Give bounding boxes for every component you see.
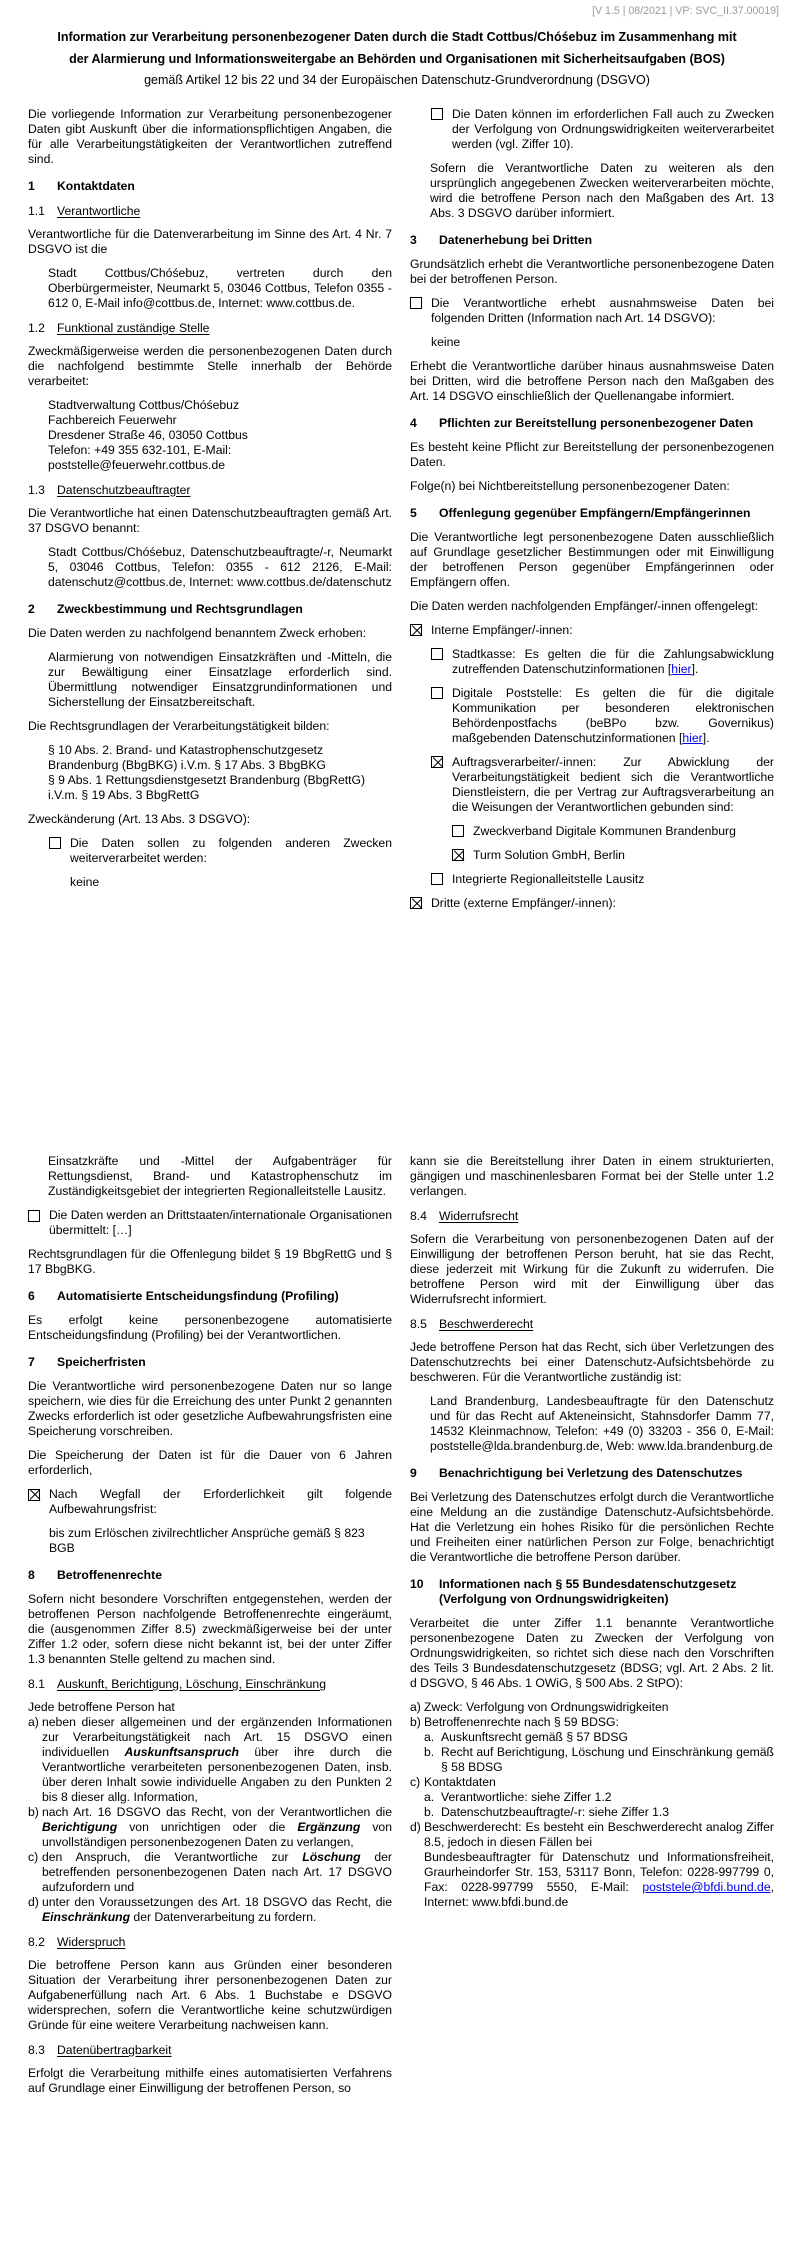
page-2-left-column (28, 1154, 392, 2105)
title-line-1: Information zur Verarbeitung personenbezogener Daten durch die Stadt Cottbus/Chóśebuz im Zusammenhang mit (57, 30, 737, 44)
list-item-marker: b. (424, 1805, 435, 1819)
checkbox-item (410, 686, 774, 746)
address-block (48, 743, 392, 803)
heading-number: 8.5 (410, 1317, 427, 1331)
checkbox-unchecked-icon (49, 837, 61, 849)
paragraph: Es erfolgt keine personenbezogene automatisierte Entscheidungsfindung (Profiling) bei der Verantwortlichen. (28, 1313, 392, 1342)
section-heading (410, 1577, 774, 1607)
text-run: Auftragsverarbeiter/-innen: Zur Abwicklung der Verarbeitungstätigkeit bedient sich die Verantwortliche Dienstleistern, die per Vertrag zur Auftragsverarbeitung an die Weisungen der Verantwortlichen gebunden sind: (452, 754, 774, 814)
text-run: Verantwortliche: siehe Ziffer 1.2 (441, 1790, 612, 1804)
heading-number: 8.4 (410, 1209, 427, 1223)
paragraph: Folge(n) bei Nichtbereitstellung personenbezogener Daten: (410, 478, 730, 493)
checkbox-item (410, 872, 774, 887)
inline-link[interactable]: hier (671, 661, 692, 676)
checkbox-checked-icon (410, 624, 422, 636)
heading-number: 3 (410, 232, 417, 247)
paragraph: Bei Verletzung des Datenschutzes erfolgt durch die Verantwortliche eine Meldung an die zuständige Datenschutz-Aufsichtsbehörde. Hat die Verletzung ein hohes Risiko für die persönlichen Rechte und Freiheiten einer natürlichen Person zur Folge, benachrichtigt die Verantwortliche die betroffene Person darüber. (410, 1490, 774, 1564)
heading-text: Automatisierte Entscheidungsfindung (Profiling) (57, 1289, 339, 1303)
paragraph: Sofern die Verarbeitung von personenbezogenen Daten auf der Einwilligung der betroffenen Person beruht, hat sie das Recht, diese jederzeit mit Wirkung für die Zukunft zu widerrufen. Die betroffene Person wird mit der Einwilligung über das Widerrufsrecht informiert. (410, 1232, 774, 1306)
paragraph: Grundsätzlich erhebt die Verantwortliche personenbezogene Daten bei der betroffenen Person. (410, 256, 774, 286)
text-run: Auskunftsrecht gemäß § 57 BDSG (441, 1730, 628, 1744)
checkbox-item (410, 647, 774, 677)
checkbox-sub-value: bis zum Erlöschen zivilrechtlicher Ansprüche gemäß § 823 BGB (49, 1526, 365, 1555)
subsection-heading (28, 2043, 392, 2058)
heading-text: Betroffenenrechte (57, 1568, 162, 1582)
checkbox-item (410, 296, 774, 326)
heading-number: 1.1 (28, 203, 45, 218)
subsection-heading (28, 1677, 392, 1692)
text-run: nach Art. 16 DSGVO das Recht, von der Verantwortlichen die (42, 1805, 392, 1819)
heading-number: 5 (410, 505, 417, 520)
text-run: Die Daten werden an Drittstaaten/internationale Organisationen übermittelt: […] (49, 1208, 392, 1237)
page-2 (0, 1125, 794, 2251)
document-title (38, 27, 756, 92)
text-run: unter den Voraussetzungen des Art. 18 DSGVO das Recht, die (42, 1895, 392, 1909)
text-run: ]. (691, 661, 699, 676)
list-item (28, 1895, 392, 1925)
checkbox-item (410, 896, 774, 911)
checkbox-checked-icon (431, 756, 443, 768)
inline-link[interactable]: hier (682, 730, 703, 745)
heading-number: 9 (410, 1466, 417, 1480)
checkbox-checked-icon (452, 849, 464, 861)
heading-text: Pflichten zur Bereitstellung personenbezogener Daten (439, 415, 754, 430)
paragraph: Zweckänderung (Art. 13 Abs. 3 DSGVO): (28, 811, 251, 826)
section-heading (410, 233, 774, 248)
text-run: neben dieser allgemeinen und der ergänzenden Informationen zur Verarbeitungstätigkeit nach Art. 15 DSGVO einen individuellen (42, 1715, 392, 1759)
subsection-heading (28, 483, 392, 498)
heading-text: Benachrichtigung bei Verletzung des Datenschutzes (439, 1466, 743, 1480)
checkbox-item (28, 1208, 392, 1238)
text-run: Zweck: Verfolgung von Ordnungswidrigkeiten (424, 1700, 669, 1714)
paragraph: Die Daten werden zu nachfolgend benanntem Zweck erhoben: (28, 625, 367, 640)
paragraph: Jede betroffene Person hat (28, 1700, 175, 1714)
list-item (424, 1805, 774, 1820)
heading-text: Speicherfristen (57, 1355, 146, 1369)
checkbox-item (410, 824, 774, 839)
heading-number: 1.2 (28, 320, 45, 335)
text-run: Bundesbeauftragter für Datenschutz und Informationsfreiheit, Graurheindorfer Str. 153, 53117 Bonn, Telefon: 0228-997799 0, Fax: 0228-997799 5550, E-Mail: (424, 1850, 774, 1894)
checkbox-sub-value: keine (431, 334, 461, 349)
paragraph: Die Verantwortliche hat einen Datenschutzbeauftragten gemäß Art. 37 DSGVO benannt: (28, 505, 392, 535)
paragraph: Die vorliegende Information zur Verarbeitung personenbezogener Daten gibt Auskunft über die informationspflichtigen Angaben, die für alle Verarbeitungstätigkeiten der Verantwortlichen zutreffend sind. (28, 106, 392, 166)
heading-text: Beschwerderecht (439, 1317, 534, 1331)
text-run: Ergänzung (297, 1820, 361, 1834)
subsection-heading (28, 1935, 392, 1950)
section-heading (410, 506, 774, 521)
text-run: Dritte (externe Empfänger/-innen): (431, 895, 616, 910)
paragraph: Sofern die Verantwortliche Daten zu weiteren als den ursprünglich angegebenen Zwecken weiterverarbeiten möchte, wird die betroffene Person nach den Maßgaben des Art. 13 Abs. 3 DSGVO darüber informiert. (430, 160, 774, 220)
text-run: Einschränkung (42, 1910, 131, 1924)
text-run: von unvollständigen personenbezogenen Daten zu verlangen, (42, 1820, 392, 1849)
paragraph: Die Verantwortliche legt personenbezogene Daten ausschließlich auf Grundlage gesetzlicher Bestimmungen oder mit Einwilligung der betroffenen Person gegenüber Empfängerinnen oder Empfängern offen. (410, 529, 774, 589)
section-heading (28, 1568, 392, 1583)
list-item-marker: a) (28, 1715, 39, 1729)
paragraph: Sofern nicht besondere Vorschriften entgegenstehen, werden der betroffenen Person nachfolgende Betroffenenrechte eingeräumt, die (ausgenommen Ziffer 8.5) zweckmäßigerweise bei der unter Ziffer 1.2 oder, sofern diese nicht bekannt ist, bei der unter Ziffer 1.3 benannten Stelle geltend zu machen sind. (28, 1592, 392, 1666)
heading-text: Funktional zuständige Stelle (57, 320, 210, 335)
text-run: Auskunftsanspruch (124, 1745, 239, 1759)
paragraph: Die Speicherung der Daten ist für die Dauer von 6 Jahren erforderlich, (28, 1448, 392, 1477)
text-run: der Datenverarbeitung zu fordern. (130, 1910, 317, 1924)
text-run: Datenschutzbeauftragte/-r: siehe Ziffer 1.3 (441, 1805, 670, 1819)
text-run: Betroffenenrechte nach § 59 BDSG: (424, 1715, 619, 1729)
list-item (424, 1730, 774, 1745)
subsection-heading (28, 204, 392, 219)
list-item-marker: d) (410, 1820, 421, 1834)
text-run: Digitale Poststelle: Es gelten die für die digitale Kommunikation per besonderen elektronischen Behördenpostfachs (beBPo bzw. Governikus) maßgebenden Datenschutzinformationen [ (452, 685, 774, 745)
checkbox-unchecked-icon (410, 297, 422, 309)
paragraph: Die Verantwortliche wird personenbezogene Daten nur so lange speichern, wie dies für die Erreichung des unter Punkt 2 genannten Zwecks erforderlich ist oder gesetzliche Aufbewahrungsfristen eine Speicherung vorschreiben. (28, 1379, 392, 1438)
heading-number: 10 (410, 1577, 424, 1591)
section-heading (28, 1289, 392, 1304)
paragraph: Die Rechtsgrundlagen der Verarbeitungstätigkeit bilden: (28, 718, 330, 733)
subsection-heading (410, 1209, 774, 1224)
text-run: Recht auf Berichtigung, Löschung und Einschränkung gemäß § 58 BDSG (441, 1745, 774, 1774)
address-line: § 10 Abs. 2. Brand- und Katastrophenschutzgesetz Brandenburg (BbgBKG) i.V.m. § 17 Abs. 3 BbgBKG (48, 742, 326, 772)
heading-number: 6 (28, 1289, 35, 1303)
list-item-marker: b. (424, 1745, 435, 1759)
paragraph: Verantwortliche für die Datenverarbeitung im Sinne des Art. 4 Nr. 7 DSGVO ist die (28, 226, 392, 256)
section-heading (410, 416, 774, 431)
section-heading (28, 1355, 392, 1370)
text-run: Stadtkasse: Es gelten die für die Zahlungsabwicklung zutreffenden Datenschutzinformationen [ (452, 646, 774, 676)
heading-text: Datenübertragbarkeit (57, 2043, 172, 2057)
list-item (410, 1775, 774, 1790)
checkbox-item (410, 107, 774, 152)
list-item (410, 1700, 774, 1715)
paragraph: Die betroffene Person kann aus Gründen einer besonderen Situation der Verarbeitung ihrer personenbezogenen Daten zur Aufgabenerfüllung nach Art. 6 Abs. 1 Buchstabe e DSGVO widersprechen, sofern die Verantwortliche keine schutzwürdigen Gründe für eine weitere Verarbeitung nachweisen kann. (28, 1958, 392, 2032)
list-item-marker: a. (424, 1730, 435, 1744)
text-run: Beschwerderecht: Es besteht ein Beschwerderecht analog Ziffer 8.5, jedoch in diesen Fällen bei (424, 1820, 774, 1849)
heading-number: 8.1 (28, 1677, 45, 1691)
text-run: Nach Wegfall der Erforderlichkeit gilt folgende Aufbewahrungsfrist: (49, 1487, 392, 1516)
paragraph: Stadt Cottbus/Chóśebuz, vertreten durch den Oberbürgermeister, Neumarkt 5, 03046 Cottbus, Telefon 0355 - 612 0, E-Mail info@cottbus.de, Internet: www.cottbus.de. (48, 265, 392, 310)
checkbox-unchecked-icon (28, 1210, 40, 1222)
text-run: Zweckverband Digitale Kommunen Brandenburg (473, 823, 736, 838)
text-run: Interne Empfänger/-innen: (431, 622, 573, 637)
text-run: Berichtigung (42, 1820, 118, 1834)
heading-number: 7 (28, 1355, 35, 1369)
address-line: § 9 Abs. 1 Rettungsdienstgesetzt Brandenburg (BbgRettG) i.V.m. § 19 Abs. 3 BbgRettG (48, 772, 366, 802)
paragraph: kann sie die Bereitstellung ihrer Daten in einem strukturierten, gängigen und maschinenlesbaren Format bei der Stelle unter 1.2 verlangen. (410, 1154, 774, 1198)
section-heading (410, 1466, 774, 1481)
heading-number: 8 (28, 1568, 35, 1582)
list-item-marker: a. (424, 1790, 435, 1804)
heading-text: Kontaktdaten (57, 178, 135, 193)
text-run: der betreffenden personenbezogenen Daten nach Art. 17 DSGVO aufzufordern und (42, 1850, 392, 1894)
list-item (28, 1850, 392, 1895)
heading-number: 1 (28, 178, 35, 193)
list-item-marker: c) (28, 1850, 39, 1864)
heading-text: Widerrufsrecht (439, 1209, 519, 1223)
checkbox-checked-icon (28, 1489, 40, 1501)
page-1-left-column (28, 107, 392, 920)
list-item (28, 1805, 392, 1850)
text-run: Kontaktdaten (424, 1775, 496, 1789)
heading-text: Datenerhebung bei Dritten (439, 232, 593, 247)
text-run: Die Daten können im erforderlichen Fall auch zu Zwecken der Verfolgung von Ordnungswidrigkeiten weiterverarbeitet werden (vgl. Ziffer 10). (452, 106, 774, 151)
subsection-heading (410, 1317, 774, 1332)
checkbox-item (410, 848, 774, 863)
paragraph: Rechtsgrundlagen für die Offenlegung bildet § 19 BbgRettG und § 17 BbgBKG. (28, 1247, 392, 1276)
page-1 (0, 0, 794, 1125)
heading-number: 1.3 (28, 482, 45, 497)
heading-text: Zweckbestimmung und Rechtsgrundlagen (57, 601, 303, 616)
list-item (410, 1820, 774, 1910)
subsection-heading (28, 321, 392, 336)
paragraph: Zweckmäßigerweise werden die personenbezogenen Daten durch die nachfolgend bestimmte Stelle innerhalb der Behörde verarbeitet: (28, 343, 392, 388)
paragraph: Einsatzkräfte und -Mittel der Aufgabenträger für Rettungsdienst, Brand- und Katastrophenschutz im Zuständigkeitsgebiet der integrierten Regionalleitstelle Lausitz. (48, 1154, 392, 1198)
text-run: Die Daten sollen zu folgenden anderen Zwecken weiterverarbeitet werden: (70, 835, 392, 865)
page-2-right-column (410, 1154, 774, 2105)
page-1-columns (0, 107, 794, 920)
text-run: , Internet: www.bfdi.bund.de (424, 1880, 774, 1909)
heading-text: Auskunft, Berichtigung, Löschung, Einschränkung (57, 1677, 326, 1691)
paragraph: Verarbeitet die unter Ziffer 1.1 benannte Verantwortliche personenbezogene Daten zu Zwecken der Verfolgung von Ordnungswidrigkeiten, so richtet sich diese nach den Vorschriften des Teils 3 Bundesdatenschutzgesetz (BDSG; vgl. Art. 2 Abs. 2 lit. d DSGVO, § 46 Abs. 1 OWiG, § 500 Abs. 2 StPO): (410, 1616, 774, 1690)
list-item (410, 1715, 774, 1730)
heading-text: Widerspruch (57, 1935, 126, 1949)
title-line-2: der Alarmierung und Informationsweitergabe an Behörden und Organisationen mit Sicherheitsaufgaben (BOS) (69, 51, 725, 66)
paragraph: Land Brandenburg, Landesbeauftragte für den Datenschutz und für das Recht auf Akteneinsicht, Stahnsdorfer Damm 77, 14532 Kleinmachnow, Telefon: +49 (0) 33203 - 356 0, E-Mail: poststelle@lda.brandenburg.de, Web: www.lda.brandenburg.de (430, 1394, 774, 1453)
checkbox-checked-icon (410, 897, 422, 909)
text-run: Turm Solution GmbH, Berlin (473, 847, 625, 862)
heading-text: Offenlegung gegenüber Empfängern/Empfängerinnen (439, 505, 751, 520)
text-run: über ihre durch die Verantwortliche verarbeiteten personenbezogenen Daten, insb. über deren Inhalt sowie individuelle Angaben zu den Punkten 2 bis 8 dieser allg. Information, (42, 1745, 392, 1804)
page-2-columns (0, 1154, 794, 2105)
section-heading (28, 602, 392, 617)
paragraph: Erfolgt die Verarbeitung mithilfe eines automatisierten Verfahrens auf Grundlage einer Einwilligung der betroffenen Person, so (28, 2066, 392, 2095)
page-1-right-column (410, 107, 774, 920)
list-item-marker: d) (28, 1895, 39, 1909)
paragraph: Erhebt die Verantwortliche darüber hinaus ausnahmsweise Daten bei Dritten, wird die betroffene Person nach den Maßgaben des Art. 14 DSGVO einschließlich der Quellenangabe informiert. (410, 358, 774, 403)
list-item-marker: b) (410, 1715, 421, 1729)
heading-text: Informationen nach § 55 Bundesdatenschutzgesetz (Verfolgung von Ordnungswidrigkeiten) (439, 1577, 737, 1606)
list-item (424, 1745, 774, 1775)
checkbox-item (28, 836, 392, 866)
heading-number: 8.2 (28, 1935, 45, 1949)
address-line: Stadtverwaltung Cottbus/Chóśebuz (48, 397, 240, 412)
paragraph: Jede betroffene Person hat das Recht, sich über Verletzungen des Datenschutzrechts bei einer Datenschutz-Aufsichtsbehörde zu beschweren. Für die Verantwortliche zuständig ist: (410, 1340, 774, 1384)
checkbox-sub-value: keine (70, 874, 100, 889)
text-run: ]. (702, 730, 710, 745)
paragraph: Die Daten werden nachfolgenden Empfänger/-innen offengelegt: (410, 598, 759, 613)
heading-number: 8.3 (28, 2043, 45, 2057)
paragraph: Alarmierung von notwendigen Einsatzkräften und -Mitteln, die zur Bewältigung einer Einsatzlage erforderlich sind. Übermittlung notwendiger Einsatzgrundinformationen und Sicherstellung der Einsatzbereitschaft. (48, 649, 392, 709)
text-run: den Anspruch, die Verantwortliche zur (42, 1850, 303, 1864)
checkbox-item (28, 1487, 392, 1517)
text-run: Löschung (302, 1850, 361, 1864)
checkbox-unchecked-icon (431, 108, 443, 120)
list-item-marker: a) (410, 1700, 421, 1714)
inline-link[interactable]: poststele@bfdi.bund.de (642, 1880, 771, 1894)
checkbox-unchecked-icon (431, 648, 443, 660)
checkbox-unchecked-icon (452, 825, 464, 837)
list-item (28, 1715, 392, 1805)
title-line-3: gemäß Artikel 12 bis 22 und 34 der Europäischen Datenschutz-Grundverordnung (DSGVO) (144, 73, 650, 87)
address-line: Telefon: +49 355 632-101, E-Mail: poststelle@feuerwehr.cottbus.de (48, 442, 232, 472)
text-run: Die Verantwortliche erhebt ausnahmsweise Daten bei folgenden Dritten (Information nach Art. 14 DSGVO): (431, 295, 774, 325)
paragraph: Es besteht keine Pflicht zur Bereitstellung der personenbezogenen Daten. (410, 439, 774, 469)
checkbox-item (410, 623, 774, 638)
paragraph: Stadt Cottbus/Chóśebuz, Datenschutzbeauftragte/-r, Neumarkt 5, 03046 Cottbus, Telefon: 0355 - 612 2126, E-Mail: datenschutz@cottbus.de, Internet: www.cottbus.de/datenschutz (48, 544, 392, 589)
list-item-marker: b) (28, 1805, 39, 1819)
address-line: Dresdener Straße 46, 03050 Cottbus (48, 427, 248, 442)
checkbox-unchecked-icon (431, 687, 443, 699)
list-item-marker: c) (410, 1775, 421, 1789)
heading-number: 4 (410, 415, 417, 430)
section-heading (28, 179, 392, 194)
address-line: Fachbereich Feuerwehr (48, 412, 177, 427)
version-tag: [V 1.5 | 08/2021 | VP: SVC_II.37.00019] (592, 5, 779, 17)
checkbox-unchecked-icon (431, 873, 443, 885)
heading-number: 2 (28, 601, 35, 616)
checkbox-item (410, 755, 774, 815)
address-block (48, 398, 392, 473)
heading-text: Verantwortliche (57, 203, 141, 218)
text-run: Integrierte Regionalleitstelle Lausitz (452, 871, 645, 886)
heading-text: Datenschutzbeauftragter (57, 482, 191, 497)
text-run: von unrichtigen oder die (117, 1820, 298, 1834)
list-item (424, 1790, 774, 1805)
